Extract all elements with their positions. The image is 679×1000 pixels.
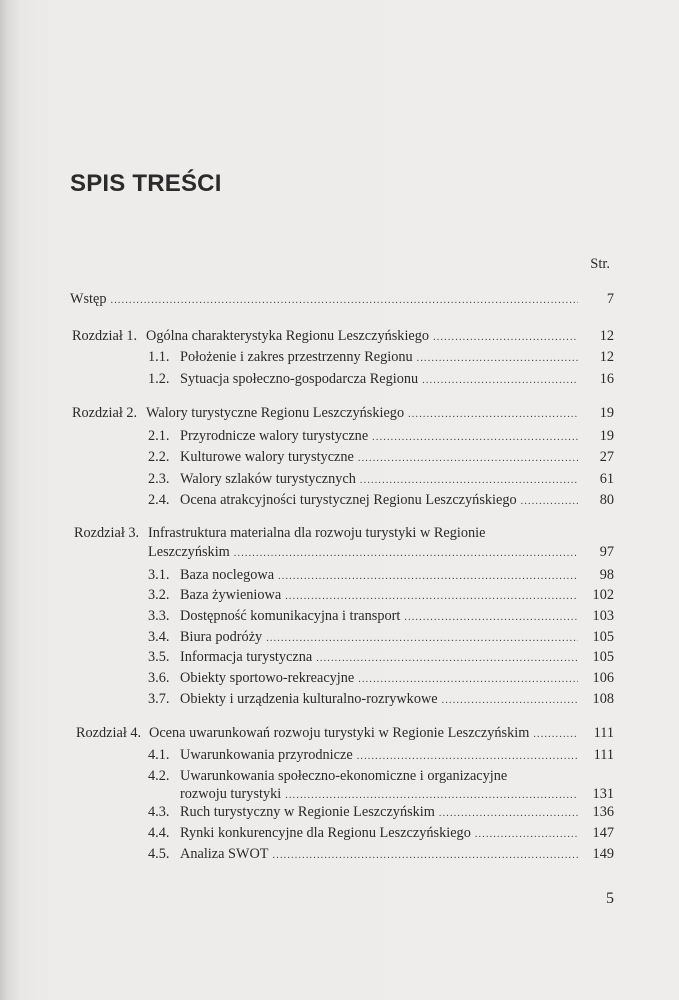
toc-section-number: 1.2.: [148, 371, 170, 387]
toc-section-number: 3.7.: [148, 691, 170, 707]
toc-section-3-5[interactable]: [148, 648, 614, 666]
toc-entry-page: 80: [599, 492, 614, 508]
toc-entry-title: Rynki konkurencyjne dla Regionu Leszczyńskiego: [180, 825, 471, 841]
toc-entry-title: Ocena atrakcyjności turystycznej Regionu Leszczyńskiego: [180, 492, 517, 508]
leader-dots: [439, 805, 578, 823]
leader-dots: [285, 588, 578, 606]
leader-dots: [234, 545, 578, 563]
toc-section-number: 2.4.: [148, 492, 170, 508]
toc-section-number: 2.1.: [148, 428, 170, 444]
toc-section-number: 4.5.: [148, 846, 170, 862]
toc-section-number: 2.3.: [148, 471, 170, 487]
toc-chapter-label: Rozdział 2.: [72, 405, 138, 421]
toc-entry-page: 106: [592, 670, 614, 686]
toc-section-number: 4.1.: [148, 747, 170, 763]
toc-entry-page: 16: [599, 371, 614, 387]
leader-dots: [433, 329, 578, 347]
page-column-label: Str.: [590, 256, 610, 272]
toc-entry-title: Baza żywieniowa: [180, 587, 282, 603]
toc-section-number: 1.1.: [148, 349, 170, 365]
toc-chapter-2[interactable]: [72, 404, 614, 422]
toc-entry-page: 131: [592, 786, 614, 802]
leader-dots: [266, 630, 578, 648]
toc-entry-title: Uwarunkowania społeczno-ekonomiczne i organizacyjne: [180, 768, 508, 784]
toc-section-3-6[interactable]: [148, 669, 614, 687]
toc-entry-page: 98: [599, 567, 614, 583]
toc-section-number: 4.3.: [148, 804, 170, 820]
toc-entry-page: 27: [599, 449, 614, 465]
toc-entry-page: 105: [592, 649, 614, 665]
toc-chapter-1[interactable]: [72, 327, 614, 345]
toc-section-1-2[interactable]: [148, 370, 614, 388]
toc-section-2-1[interactable]: [148, 427, 614, 445]
leader-dots: [111, 292, 578, 310]
toc-entry-title: Analiza SWOT: [180, 846, 269, 862]
leader-dots: [273, 847, 578, 865]
toc-entry-page: 19: [599, 405, 614, 421]
toc-entry-page: 7: [606, 291, 614, 307]
leader-dots: [442, 692, 578, 710]
leader-dots: [408, 406, 578, 424]
leader-dots: [358, 450, 578, 468]
toc-section-1-1[interactable]: [148, 348, 614, 366]
toc-section-3-7[interactable]: [148, 690, 614, 708]
toc-chapter-3-first-line[interactable]: [74, 524, 139, 542]
toc-chapter-4[interactable]: [76, 724, 614, 742]
toc-section-4-1[interactable]: [148, 746, 614, 764]
leader-dots: [358, 671, 578, 689]
toc-entry-title: Informacja turystyczna: [180, 649, 313, 665]
toc-entry-title: Infrastruktura materialna dla rozwoju turystyki w Regionie: [148, 525, 486, 541]
page-title: SPIS TREŚCI: [70, 170, 222, 197]
leader-dots: [372, 429, 578, 447]
toc-entry-page: 12: [599, 349, 614, 365]
toc-section-number: 3.2.: [148, 587, 170, 603]
toc-entry-title: Obiekty i urządzenia kulturalno-rozrywkowe: [180, 691, 438, 707]
toc-section-2-4[interactable]: [148, 491, 614, 509]
toc-chapter-label: Rozdział 3.: [74, 525, 140, 541]
leader-dots: [521, 493, 578, 511]
page-number: 5: [606, 890, 614, 907]
leader-dots: [533, 726, 578, 744]
toc-entry-title: Obiekty sportowo-rekreacyjne: [180, 670, 355, 686]
toc-entry-title: Walory turystyczne Regionu Leszczyńskiego: [146, 405, 405, 421]
toc-entry-page: 97: [599, 544, 614, 560]
toc-section-4-2-title-line-1: [180, 767, 507, 785]
toc-section-4-2[interactable]: [180, 785, 614, 803]
toc-entry-title: Kulturowe walory turystyczne: [180, 449, 354, 465]
toc-chapter-label: Rozdział 4.: [76, 725, 142, 741]
toc-entry-page: 105: [592, 629, 614, 645]
toc-section-4-3[interactable]: [148, 803, 614, 821]
toc-section-3-4[interactable]: [148, 628, 614, 646]
toc-section-number: 3.6.: [148, 670, 170, 686]
toc-entry-page: 149: [592, 846, 614, 862]
leader-dots: [475, 826, 578, 844]
leader-dots: [422, 372, 578, 390]
toc-entry-page: 108: [592, 691, 614, 707]
toc-entry-page: 19: [599, 428, 614, 444]
toc-entry-title: Położenie i zakres przestrzenny Regionu: [180, 349, 413, 365]
toc-section-number: 4.2.: [148, 768, 170, 784]
toc-section-3-1[interactable]: [148, 566, 614, 584]
toc-entry-title: Uwarunkowania przyrodnicze: [180, 747, 353, 763]
toc-section-number: 4.4.: [148, 825, 170, 841]
toc-entry-page: 102: [592, 587, 614, 603]
leader-dots: [357, 748, 578, 766]
toc-section-number: 3.5.: [148, 649, 170, 665]
toc-entry-wstep[interactable]: [70, 290, 614, 308]
toc-entry-title: Baza noclegowa: [180, 567, 275, 583]
toc-section-3-2[interactable]: [148, 586, 614, 604]
toc-section-number: 3.4.: [148, 629, 170, 645]
toc-entry-title-continuation: rozwoju turystyki: [180, 786, 282, 802]
leader-dots: [360, 472, 578, 490]
toc-entry-title: Ocena uwarunkowań rozwoju turystyki w Regionie Leszczyńskim: [149, 725, 530, 741]
toc-section-3-3[interactable]: [148, 607, 614, 625]
toc-chapter-3[interactable]: [148, 543, 614, 561]
toc-chapter-3-title-line-1: [148, 524, 485, 542]
leader-dots: [316, 650, 578, 668]
toc-entry-title: Sytuacja społeczno-gospodarcza Regionu: [180, 371, 419, 387]
toc-entry-page: 111: [593, 725, 614, 741]
toc-section-number: 3.1.: [148, 567, 170, 583]
toc-entry-title: Walory szlaków turystycznych: [180, 471, 356, 487]
toc-section-2-2[interactable]: [148, 448, 614, 466]
leader-dots: [404, 609, 578, 627]
toc-chapter-label: Rozdział 1.: [72, 328, 138, 344]
leader-dots: [278, 568, 578, 586]
toc-entry-title: Wstęp: [70, 291, 107, 307]
toc-section-2-3[interactable]: [148, 470, 614, 488]
toc-entry-page: 103: [592, 608, 614, 624]
toc-entry-title: Ruch turystyczny w Regionie Leszczyńskim: [180, 804, 435, 820]
toc-entry-page: 61: [599, 471, 614, 487]
toc-section-4-5[interactable]: [148, 845, 614, 863]
toc-entry-title-continuation: Leszczyńskim: [148, 544, 230, 560]
leader-dots: [417, 350, 578, 368]
toc-entry-title: Dostępność komunikacyjna i transport: [180, 608, 401, 624]
toc-entry-page: 147: [592, 825, 614, 841]
toc-section-number: 2.2.: [148, 449, 170, 465]
toc-entry-title: Ogólna charakterystyka Regionu Leszczyńskiego: [146, 328, 430, 344]
toc-entry-title: Biura podróży: [180, 629, 263, 645]
toc-entry-page: 136: [592, 804, 614, 820]
toc-entry-title: Przyrodnicze walory turystyczne: [180, 428, 369, 444]
toc-section-number: 3.3.: [148, 608, 170, 624]
toc-section-4-2-first-line[interactable]: [148, 767, 169, 785]
toc-section-4-4[interactable]: [148, 824, 614, 842]
toc-entry-page: 12: [599, 328, 614, 344]
toc-entry-page: 111: [593, 747, 614, 763]
